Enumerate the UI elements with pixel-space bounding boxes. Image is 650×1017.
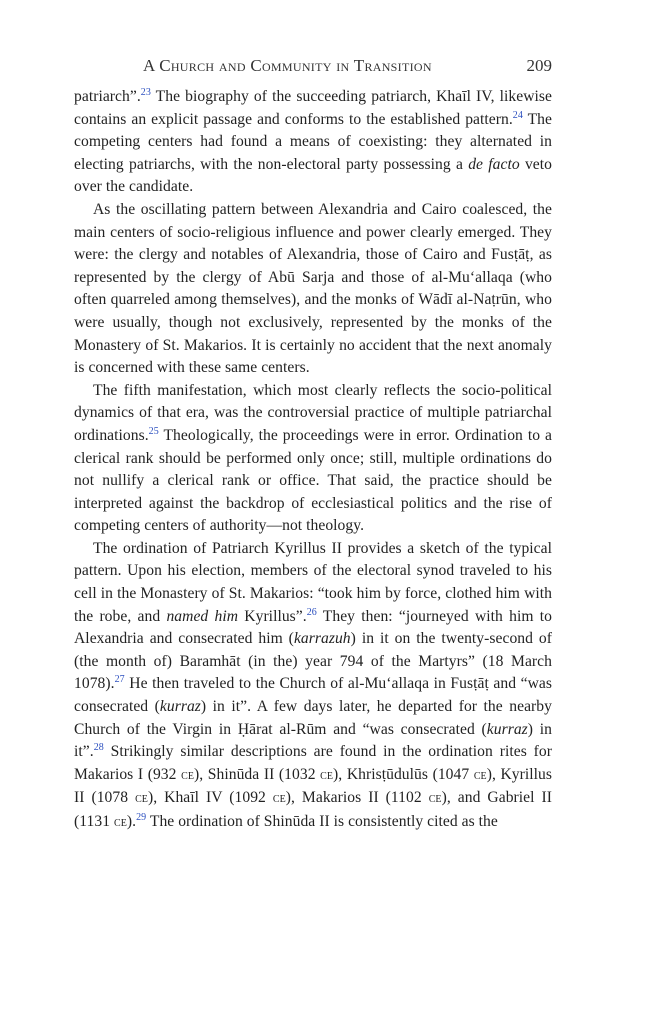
footnote-ref-26[interactable]: 26 bbox=[306, 606, 317, 618]
running-head bbox=[74, 52, 552, 86]
era-abbrev: ce bbox=[272, 791, 286, 807]
paragraph-2: As the oscillating pattern between Alexandria and Cairo coalesced, the main centers of socio-religious influence and power clearly emerged. They were: the clergy and notables of Alexandria, those of Cairo and Fusṭāṭ, as represented by the clergy of Abū Sarja and those of al-Muʻallaqa (who often quarreled among themselves), and the monks of Wādī al-Naṭrūn, who were usually, though not exclusively, represented by the monks of the Monastery of St. Makarios. It is certainly no accident that the next anomaly is concerned with these same centers. bbox=[74, 200, 552, 377]
paragraph-4 bbox=[74, 538, 552, 835]
text-run: ), Khaīl IV (1092 bbox=[147, 789, 273, 807]
text-run: The fifth manifestation, which most clearly reflects the socio-political dynamics of that era, was the controversial practice of multiple patriarchal ordinations. bbox=[74, 381, 552, 444]
text-run: ) in it”. bbox=[74, 720, 552, 761]
text-run: ), Kyrillus II (1078 bbox=[74, 765, 552, 807]
text-run: ), Khrisṭūdulūs (1047 bbox=[333, 765, 474, 783]
era-abbrev: ce bbox=[181, 767, 194, 783]
text-run: ), Makarios II (1102 bbox=[285, 789, 429, 807]
era-abbrev: ce bbox=[114, 815, 127, 830]
footnote-ref-25[interactable]: 25 bbox=[148, 425, 159, 437]
italic-term: kurraz bbox=[159, 698, 201, 716]
text-run: The biography of the succeeding patriarch, Khaīl IV, likewise contains an explicit passage and conforms to the established pattern. bbox=[74, 88, 552, 128]
text-run: patriarch”. bbox=[74, 88, 141, 105]
paragraph-3 bbox=[74, 380, 552, 538]
text-run: The ordination of Patriarch Kyrillus II provides a sketch of the typical pattern. Upon his election, members of the electoral synod traveled to his cell in the Monastery of St. Makarios: “took him by force, clothed him with the robe, and bbox=[74, 539, 552, 625]
text-run: The competing centers had found a means of coexisting: they alternated in electing patriarchs, with the non-electoral party possessing a bbox=[74, 110, 552, 173]
footnote-ref-28[interactable]: 28 bbox=[93, 742, 104, 754]
running-title: A Church and Community in Transition bbox=[143, 56, 432, 75]
italic-term: karrazuh bbox=[293, 630, 351, 648]
footnote-ref-23[interactable]: 23 bbox=[140, 87, 151, 98]
text-run: The ordination of Shinūda II is consistently cited as the bbox=[146, 813, 498, 830]
text-run: ) in it on the twenty-second of (the month of) Baramhāt (in the) year 794 of the Martyrs” (18 March 1078). bbox=[74, 630, 553, 693]
text-run: They then: “journeyed with him to Alexandria and consecrated him ( bbox=[74, 607, 552, 648]
text-run: Strikingly similar descriptions are found in the ordination rites for Makarios I (932 bbox=[74, 743, 552, 783]
era-abbrev: ce bbox=[135, 791, 148, 807]
footnote-ref-24[interactable]: 24 bbox=[512, 109, 523, 121]
italic-term: de facto bbox=[468, 155, 520, 173]
italic-term: named him bbox=[166, 607, 239, 625]
text-run: Theologically, the proceedings were in error. Ordination to a clerical rank should be performed only once; still, multiple ordinations do not nullify a clerical rank or office. That said, the practice should be interpreted against the backdrop of ecclesiastical politics and the rise of competing centers of authority—not theology. bbox=[74, 426, 552, 535]
page-number: 209 bbox=[526, 56, 552, 75]
text-run: Kyrillus”. bbox=[238, 607, 307, 625]
footnote-ref-29[interactable]: 29 bbox=[136, 812, 147, 823]
era-abbrev: ce bbox=[473, 767, 487, 783]
text-run: veto over the candidate. bbox=[74, 155, 552, 196]
page bbox=[74, 52, 552, 835]
body-text bbox=[74, 86, 552, 835]
text-run: ), Shinūda II (1032 bbox=[194, 765, 321, 783]
text-run: ) in it”. A few days later, he departed for the nearby Church of the Virgin in Ḥārat al-Rūm and “was consecrated ( bbox=[74, 698, 552, 738]
era-abbrev: ce bbox=[428, 791, 442, 807]
footnote-ref-27[interactable]: 27 bbox=[114, 674, 125, 686]
text-run: ), and Gabriel II (1131 bbox=[74, 789, 552, 830]
text-run: ). bbox=[126, 813, 137, 830]
era-abbrev: ce bbox=[320, 767, 334, 783]
italic-term: kurraz bbox=[486, 720, 528, 738]
text-run: He then traveled to the Church of al-Muʻallaqa in Fusṭāṭ and “was consecrated ( bbox=[74, 675, 552, 716]
paragraph-1 bbox=[74, 86, 552, 199]
